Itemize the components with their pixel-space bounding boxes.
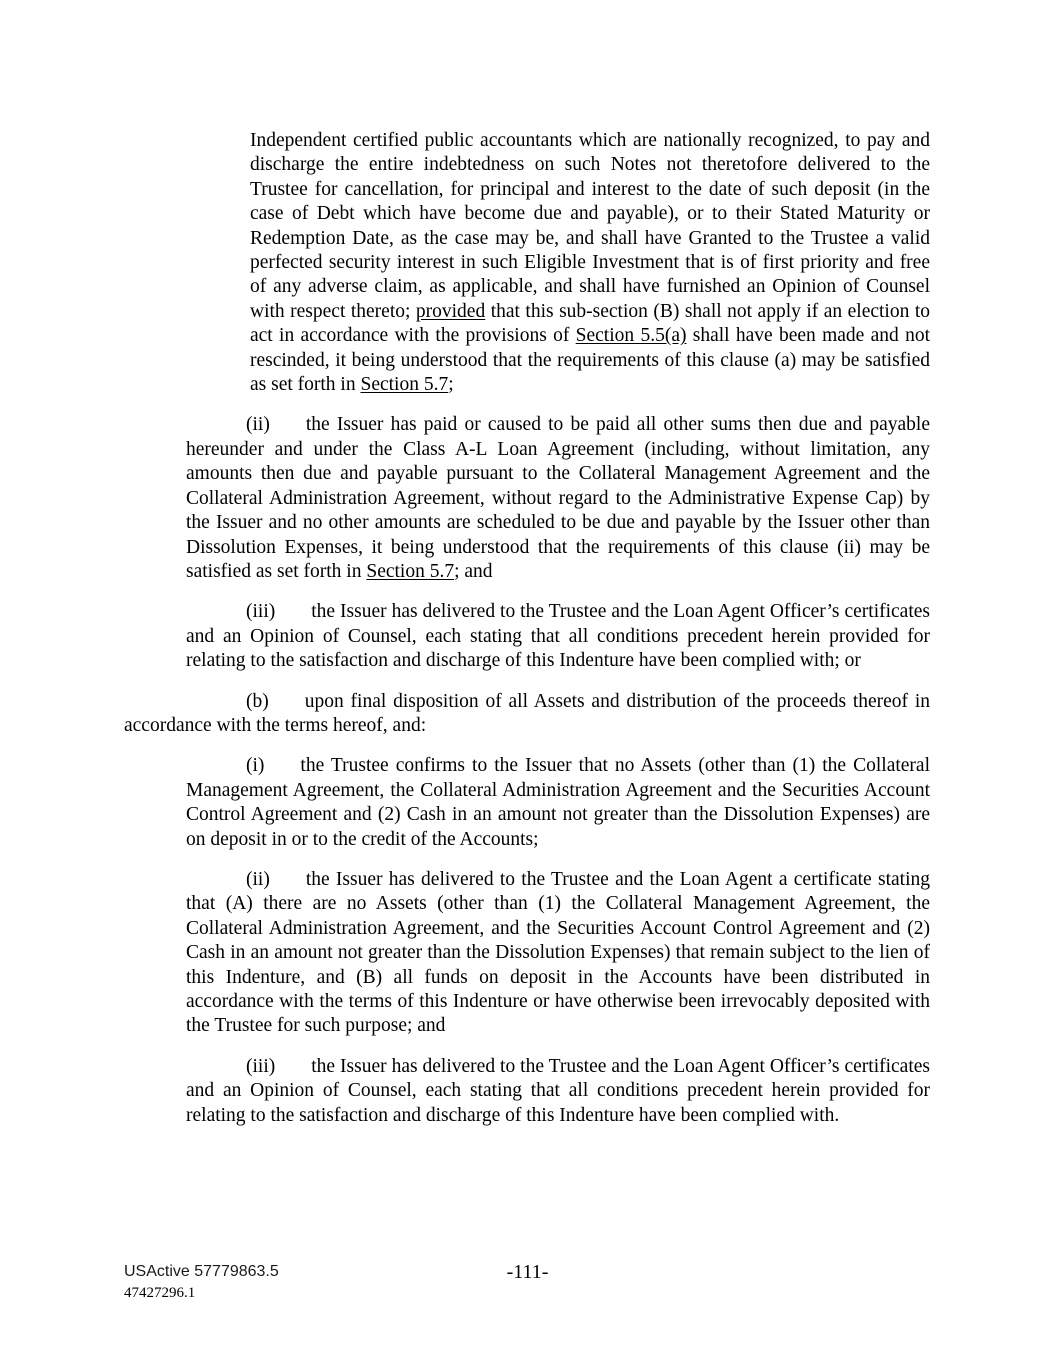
clause-b-ii-paragraph: (ii) the Issuer has delivered to the Trustee and the Loan Agent a certificate stating that (A) there are no Assets (other than (1) the Collateral Management Agreement, the Collateral Administration Agreement, and the Securities Account Control Agreement and (2) Cash in an amount not greater than the Dissolution Expenses) that remain subject to the lien of this Indenture, and (B) all funds on deposit in the Accounts have been distributed in accordance with the terms of this Indenture or have otherwise been irrevocably deposited with the Trustee for such purpose; and <box>186 868 930 1037</box>
clause-b-iii-paragraph: (iii) the Issuer has delivered to the Trustee and the Loan Agent Officer’s certificates and an Opinion of Counsel, each stating that all conditions precedent herein provided for relating to the satisfaction and discharge of this Indenture have been complied with. <box>186 1055 930 1126</box>
page-number: -111- <box>506 1261 549 1283</box>
clause-a-continuation-paragraph: Independent certified public accountants which are nationally recognized, to pay and discharge the entire indebtedness on such Notes not theretofore delivered to the Trustee for cancellation, for principal and interest to the date of such deposit (in the case of Debt which have become due and payable), or to their Stated Maturity or Redemption Date, as the case may be, and shall have Granted to the Trustee a valid perfected security interest in such Eligible Investment that is of first priority and free of any adverse claim, as applicable, and shall have furnished an Opinion of Counsel with respect thereto; provided that this sub-section (B) shall not apply if an election to act in accordance with the provisions of Section 5.5(a) shall have been made and not rescinded, it being understood that the requirements of this clause (a) may be satisfied as set forth in Section 5.7; <box>250 130 931 396</box>
clause-a-ii-paragraph: (ii) the Issuer has paid or caused to be paid all other sums then due and payable hereunder and under the Class A-L Loan Agreement (including, without limitation, any amounts then due and payable pursuant to the Collateral Management Agreement and the Collateral Administration Agreement, without regard to the Administrative Expense Cap) by the Issuer and no other amounts are scheduled to be due and payable by the Issuer other than Dissolution Expenses, it being understood that the requirements of this clause (ii) may be satisfied as set forth in Section 5.7; and <box>186 414 930 582</box>
document-body <box>124 129 930 1144</box>
footer-doc-id: USActive 57779863.5 <box>124 1263 279 1280</box>
footer-doc-number: 47427296.1 <box>124 1285 196 1301</box>
clause-a-iii-paragraph: (iii) the Issuer has delivered to the Trustee and the Loan Agent Officer’s certificates and an Opinion of Counsel, each stating that all conditions precedent herein provided for relating to the satisfaction and discharge of this Indenture have been complied with; or <box>186 601 930 672</box>
clause-b-paragraph: (b) upon final disposition of all Assets and distribution of the proceeds thereof in accordance with the terms hereof, and: <box>124 690 930 736</box>
clause-b-i-paragraph: (i) the Trustee confirms to the Issuer that no Assets (other than (1) the Collateral Management Agreement, the Collateral Administration Agreement and the Securities Account Control Agreement and (2) Cash in an amount not greater than the Dissolution Expenses) are on deposit in or to the credit of the Accounts; <box>186 755 930 850</box>
